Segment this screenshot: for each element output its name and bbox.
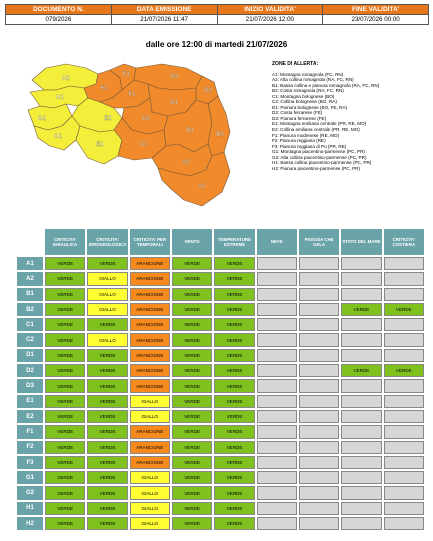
table-row [17, 410, 424, 423]
legend-item: F2: Pianura reggiana (RE) [272, 138, 326, 144]
alert-level-cell [257, 502, 297, 515]
legend-item: H1: Bassa collina piacentino-parmense (PC, PR) [272, 160, 372, 166]
table-row [17, 303, 424, 316]
col-header: VENTO [172, 229, 212, 255]
alert-level-cell: VERDE [214, 502, 254, 515]
alert-level-cell: VERDE [172, 257, 212, 270]
zone-label: B2 [17, 303, 43, 316]
alert-level-cell: VERDE [45, 395, 85, 408]
alert-level-cell: VERDE [87, 257, 127, 270]
alert-level-cell [257, 486, 297, 499]
alert-level-cell [384, 288, 424, 301]
alert-level-cell [257, 456, 297, 469]
alert-level-cell: VERDE [172, 272, 212, 285]
table-row [17, 272, 424, 285]
legend-item: A1: Montagna romagnola (FC, RN) [272, 71, 344, 77]
alert-level-cell: VERDE [172, 486, 212, 499]
map-label-h2: H2 [62, 76, 70, 82]
alert-level-cell [299, 441, 339, 454]
alert-level-cell: VERDE [45, 471, 85, 484]
alert-level-cell: VERDE [214, 288, 254, 301]
alert-level-cell [257, 318, 297, 331]
alert-level-cell [384, 318, 424, 331]
alert-level-cell: VERDE [214, 456, 254, 469]
legend-item: C2: Collina bolognese (BO, RA) [272, 99, 337, 105]
col-header: PIOGGIA CHE GELA [299, 229, 339, 255]
alert-level-cell: VERDE [214, 333, 254, 346]
map-label-d2: D2 [204, 88, 212, 94]
alert-level-cell: VERDE [45, 333, 85, 346]
alert-level-cell [341, 471, 381, 484]
alert-level-cell: VERDE [172, 349, 212, 362]
alert-level-cell: VERDE [45, 379, 85, 392]
table-row [17, 395, 424, 408]
document-header-table [5, 4, 429, 25]
alert-level-cell: VERDE [45, 425, 85, 438]
map-label-g1: G1 [53, 134, 63, 140]
alert-level-cell: VERDE [214, 318, 254, 331]
zone-label: E2 [17, 410, 43, 423]
alert-level-cell: ARANCIONE [130, 333, 170, 346]
table-row [17, 288, 424, 301]
alert-level-cell [384, 395, 424, 408]
legend-item: B2: Costa romagnola (RA, FC, RN) [272, 88, 344, 94]
alert-level-cell: GIALLO [87, 333, 127, 346]
table-row [17, 425, 424, 438]
alert-level-cell: VERDE [87, 471, 127, 484]
alert-level-cell [257, 257, 297, 270]
alert-level-cell [384, 349, 424, 362]
table-row [17, 318, 424, 331]
map-label-e1: E1 [96, 142, 104, 148]
alert-level-cell: VERDE [214, 257, 254, 270]
alert-level-cell: VERDE [172, 379, 212, 392]
alert-level-cell: VERDE [214, 364, 254, 377]
alert-level-cell: VERDE [45, 272, 85, 285]
alert-level-cell [341, 395, 381, 408]
alert-level-cell [299, 502, 339, 515]
header-col-end: FINE VALIDITA' [323, 5, 429, 15]
map-label-f2: F2 [100, 86, 108, 92]
alert-level-cell: VERDE [172, 410, 212, 423]
alert-level-cell: ARANCIONE [130, 288, 170, 301]
alert-level-cell [384, 272, 424, 285]
alert-level-cell: GIALLO [87, 288, 127, 301]
alert-level-cell: ARANCIONE [130, 441, 170, 454]
alert-level-cell: VERDE [45, 303, 85, 316]
zone-label: D3 [17, 379, 43, 392]
alert-level-cell [384, 333, 424, 346]
alert-level-cell: VERDE [45, 288, 85, 301]
alert-level-cell [299, 349, 339, 362]
legend-item: E2: Collina emiliana centrale (PR, RE, MO) [272, 127, 360, 133]
col-header: TEMPERATURE ESTREME [214, 229, 254, 255]
alert-level-cell [257, 364, 297, 377]
legend-title: ZONE DI ALLERTA: [272, 61, 319, 67]
map-label-f3: F3 [122, 72, 130, 78]
alert-level-cell: GIALLO [130, 471, 170, 484]
table-row [17, 333, 424, 346]
zone-label: A2 [17, 272, 43, 285]
alert-level-cell [299, 456, 339, 469]
alert-level-cell [257, 441, 297, 454]
alert-level-cell: VERDE [214, 379, 254, 392]
table-row [17, 257, 424, 270]
legend-item: D3: Pianura ferrarese (FE) [272, 115, 327, 121]
zone-label: F1 [17, 425, 43, 438]
zone-label: F3 [17, 456, 43, 469]
alert-level-cell: VERDE [214, 425, 254, 438]
alert-level-cell [341, 379, 381, 392]
alert-level-cell [299, 318, 339, 331]
table-row [17, 441, 424, 454]
alert-level-cell [299, 425, 339, 438]
alert-level-cell [257, 349, 297, 362]
zone-label: C1 [17, 318, 43, 331]
alert-level-cell: VERDE [87, 502, 127, 515]
alert-level-cell [299, 257, 339, 270]
table-row [17, 349, 424, 362]
alert-level-cell: VERDE [172, 471, 212, 484]
alert-level-cell [257, 471, 297, 484]
map-label-f1: F1 [128, 92, 136, 98]
legend-item: D2: Costa ferrarese (FE) [272, 110, 323, 116]
alert-level-cell: VERDE [214, 441, 254, 454]
alert-level-cell: VERDE [214, 272, 254, 285]
alert-level-cell [257, 272, 297, 285]
alert-level-cell: VERDE [87, 364, 127, 377]
alert-level-cell [384, 379, 424, 392]
alert-level-cell [257, 517, 297, 530]
alert-level-cell [384, 456, 424, 469]
alert-level-cell [299, 272, 339, 285]
alert-level-cell: VERDE [45, 318, 85, 331]
alert-level-cell [341, 517, 381, 530]
alert-level-cell [341, 318, 381, 331]
alert-level-cell [299, 410, 339, 423]
alert-level-cell [257, 303, 297, 316]
alert-level-cell: GIALLO [130, 502, 170, 515]
start-validity: 21/07/2026 12:00 [217, 15, 323, 25]
alert-level-cell [257, 410, 297, 423]
zone-label: C2 [17, 333, 43, 346]
table-row [17, 364, 424, 377]
alert-level-cell: VERDE [172, 441, 212, 454]
alert-level-cell: ARANCIONE [130, 456, 170, 469]
col-header: NEVE [257, 229, 297, 255]
alert-zones-legend [272, 62, 432, 171]
col-header: CRITICITA' COSTIERA [384, 229, 424, 255]
validity-subtitle: dalle ore 12:00 di martedi 21/07/2026 [145, 40, 288, 49]
zone-label: B1 [17, 288, 43, 301]
zone-label: E1 [17, 395, 43, 408]
alert-level-cell [341, 486, 381, 499]
map-label-h1: H1 [56, 95, 64, 101]
header-col-emission: DATA EMISSIONE [111, 5, 217, 15]
alert-level-cell [341, 502, 381, 515]
alert-level-cell: VERDE [172, 288, 212, 301]
alert-level-cell: VERDE [214, 395, 254, 408]
alert-level-cell: VERDE [45, 257, 85, 270]
alert-level-cell: VERDE [384, 303, 424, 316]
alert-level-cell: VERDE [87, 441, 127, 454]
alert-level-cell [341, 410, 381, 423]
alert-level-cell [299, 333, 339, 346]
zone-label: G2 [17, 486, 43, 499]
alert-level-cell: VERDE [45, 456, 85, 469]
alert-level-cell: VERDE [341, 364, 381, 377]
alert-level-cell: VERDE [87, 410, 127, 423]
alert-level-cell: ARANCIONE [130, 425, 170, 438]
map-label-a1: A1 [198, 184, 206, 190]
table-body [17, 257, 424, 530]
legend-item: B1: Bassa collina e pianura romagnola (RA, FC, RN) [272, 82, 380, 88]
alert-level-cell: VERDE [214, 410, 254, 423]
region-map-svg [26, 60, 262, 220]
alert-zones-map [26, 60, 262, 220]
zone-label: H1 [17, 502, 43, 515]
alert-level-cell [257, 288, 297, 301]
alert-level-cell [257, 333, 297, 346]
alert-level-cell [299, 517, 339, 530]
alert-level-cell: GIALLO [87, 272, 127, 285]
map-label-d1: D1 [170, 100, 178, 106]
map-label-c1: C1 [140, 142, 148, 148]
alert-level-cell: VERDE [87, 425, 127, 438]
alert-level-cell [341, 441, 381, 454]
zone-label: F2 [17, 441, 43, 454]
alert-level-cell [341, 349, 381, 362]
zone-label: A1 [17, 257, 43, 270]
alert-level-cell: VERDE [87, 517, 127, 530]
map-label-c2: C2 [142, 116, 150, 122]
alert-level-cell: ARANCIONE [130, 272, 170, 285]
alert-level-cell: ARANCIONE [130, 318, 170, 331]
legend-item: F3: Pianura reggiana di Po (PR, RE) [272, 143, 347, 149]
header-col-document: DOCUMENTO N. [6, 5, 112, 15]
alert-level-cell [384, 425, 424, 438]
col-header: STATO DEL MARE [341, 229, 381, 255]
map-label-a2: A2 [182, 160, 190, 166]
map-label-d3: D3 [170, 74, 178, 80]
alert-level-cell [299, 471, 339, 484]
alert-level-cell: VERDE [214, 517, 254, 530]
alert-level-cell [341, 425, 381, 438]
alert-level-cell: VERDE [172, 456, 212, 469]
table-row [17, 456, 424, 469]
alert-level-cell [341, 288, 381, 301]
legend-item: E1: Montagna emiliana centrale (PR, RE, MO) [272, 121, 367, 127]
alert-level-cell [257, 395, 297, 408]
alert-level-cell: VERDE [45, 410, 85, 423]
col-header: CRITICITA' PER TEMPORALI [130, 229, 170, 255]
alert-level-cell [384, 502, 424, 515]
alert-level-cell [299, 486, 339, 499]
table-row [17, 502, 424, 515]
alert-level-cell: VERDE [87, 395, 127, 408]
legend-item: G2: Alta collina piacentino-parmense (PC, PR) [272, 154, 367, 160]
alert-level-cell [341, 333, 381, 346]
zone-label: G1 [17, 471, 43, 484]
table-row [17, 379, 424, 392]
legend-item: F1: Pianura modenese (RE, MO) [272, 132, 340, 138]
legend-item: C1: Montagna bolognese (BO) [272, 93, 335, 99]
alert-level-cell: VERDE [214, 349, 254, 362]
alert-level-cell: ARANCIONE [130, 303, 170, 316]
alert-level-cell: VERDE [87, 379, 127, 392]
alert-level-cell: VERDE [45, 349, 85, 362]
alert-level-cell: GIALLO [87, 303, 127, 316]
zone-label: D2 [17, 364, 43, 377]
alert-level-cell: VERDE [172, 502, 212, 515]
alert-level-cell: ARANCIONE [130, 364, 170, 377]
document-number: 079/2026 [6, 15, 112, 25]
alert-level-cell [384, 517, 424, 530]
alert-level-cell [341, 456, 381, 469]
zone-b2-shape [208, 96, 230, 156]
alert-level-cell: VERDE [341, 303, 381, 316]
alert-level-cell: ARANCIONE [130, 379, 170, 392]
alert-level-cell: GIALLO [130, 395, 170, 408]
table-corner [17, 229, 43, 255]
alert-level-cell: VERDE [214, 471, 254, 484]
alert-level-cell: VERDE [172, 364, 212, 377]
alert-level-cell: VERDE [172, 318, 212, 331]
map-label-e2: E2 [104, 116, 112, 122]
alert-level-cell [384, 410, 424, 423]
alert-level-cell: VERDE [87, 318, 127, 331]
alert-level-cell: VERDE [87, 486, 127, 499]
alert-level-cell: VERDE [214, 303, 254, 316]
alert-level-cell [299, 364, 339, 377]
alert-level-cell: GIALLO [130, 517, 170, 530]
alert-level-cell: ARANCIONE [130, 257, 170, 270]
legend-item: G1: Montagna piacentino-parmense (PC, PR) [272, 149, 365, 155]
alert-level-cell [384, 471, 424, 484]
col-header: CRITICITA' IDROGEOLOGICA [87, 229, 127, 255]
alert-level-cell: GIALLO [130, 486, 170, 499]
map-label-b1: B1 [186, 128, 194, 134]
alert-level-cell: VERDE [172, 333, 212, 346]
emission-date: 21/07/2026 11:47 [111, 15, 217, 25]
legend-item: H2: Pianura piacentino-parmense (PC, PR) [272, 165, 361, 171]
alert-level-cell [299, 303, 339, 316]
table-row [17, 486, 424, 499]
alert-level-cell: VERDE [45, 502, 85, 515]
alert-level-cell [341, 257, 381, 270]
alert-level-cell: VERDE [214, 486, 254, 499]
header-col-start: INIZIO VALIDITA' [217, 5, 323, 15]
map-label-b2: B2 [216, 132, 224, 138]
alert-level-cell [341, 272, 381, 285]
alert-level-cell [257, 379, 297, 392]
alert-level-cell [299, 395, 339, 408]
alert-level-cell [384, 257, 424, 270]
alert-level-cell: VERDE [87, 349, 127, 362]
alert-level-cell: VERDE [87, 456, 127, 469]
alert-level-cell [384, 441, 424, 454]
zone-label: D1 [17, 349, 43, 362]
legend-item: A2: Alta collina romagnola (RA, FC, RN) [272, 77, 354, 83]
table-row [17, 517, 424, 530]
alert-levels-table [15, 227, 426, 532]
end-validity: 23/07/2026 00:00 [323, 15, 429, 25]
alert-level-cell: GIALLO [130, 410, 170, 423]
alert-level-cell: VERDE [172, 395, 212, 408]
alert-level-cell: VERDE [45, 364, 85, 377]
alert-level-cell: VERDE [45, 486, 85, 499]
alert-level-cell: VERDE [172, 303, 212, 316]
legend-item: D1: Pianura bolognese (BO, FE, RA) [272, 104, 348, 110]
alert-level-cell: VERDE [384, 364, 424, 377]
alert-level-cell [257, 425, 297, 438]
table-header-row [17, 229, 424, 255]
table-row [17, 471, 424, 484]
col-header: CRITICITA' IDRAULICA [45, 229, 85, 255]
alert-level-cell: VERDE [45, 517, 85, 530]
alert-level-cell: VERDE [172, 517, 212, 530]
alert-level-cell: VERDE [45, 441, 85, 454]
alert-level-cell [299, 379, 339, 392]
alert-level-cell: VERDE [172, 425, 212, 438]
zone-label: H2 [17, 517, 43, 530]
alert-level-cell [299, 288, 339, 301]
map-label-g2: G2 [37, 116, 47, 122]
alert-level-cell [384, 486, 424, 499]
alert-level-cell: ARANCIONE [130, 349, 170, 362]
